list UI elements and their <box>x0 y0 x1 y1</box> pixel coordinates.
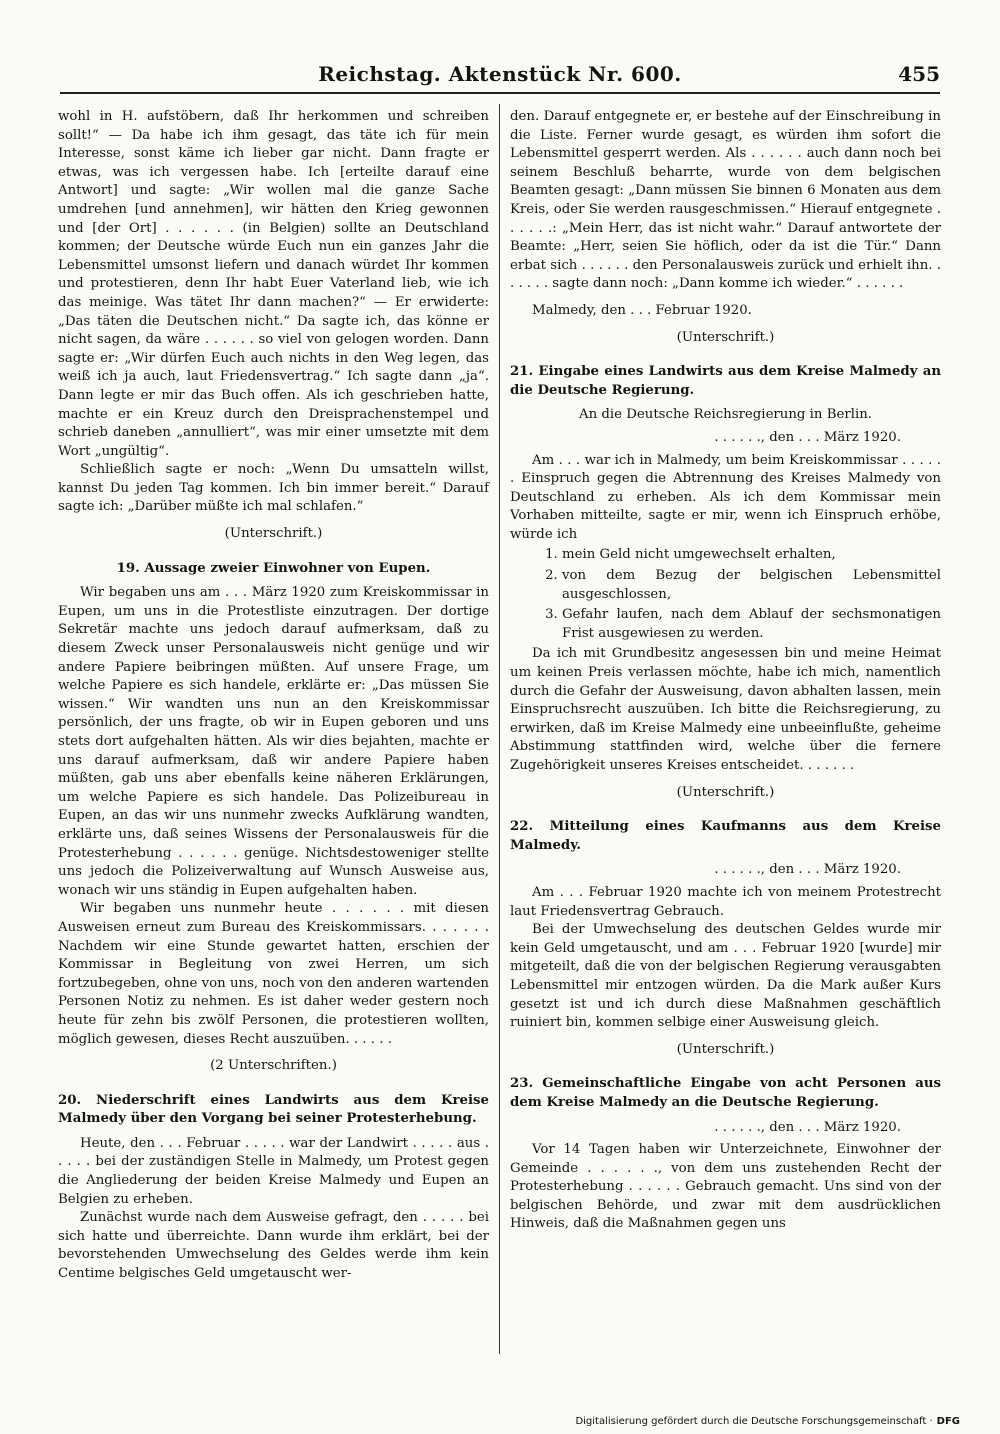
list-item: 3. Gefahr laufen, nach dem Ablauf der sechsmonatigen Frist ausgewiesen zu werden. <box>562 606 941 643</box>
paragraph: Wir begaben uns nunmehr heute . . . . . . mit diesen Ausweisen erneut zum Bureau des Kreiskommissars. . . . . . . Nachdem wir eine Stunde gewartet hatten, erschien der Kommissar in Begleitung von zwei Herren, um sich fortzubegeben, ohne von uns, noch von den anderen wartenden Personen Notiz zu nehmen. Es ist daher weder gestern noch heute für zehn bis zwölf Personen, die protestieren wollten, möglich gewesen, dieses Recht auszuüben. . . . . . <box>58 901 489 1047</box>
paragraph: wohl in H. aufstöbern, daß Ihr herkommen und schreiben sollt!“ — Da habe ich ihm gesagt, das täte ich für mein Interesse, sonst käme ich lieber gar nicht. Dann fragte er etwas, was ich vergessen habe. Ich [erteilte darauf eine Antwort] und sagte: „Wir wollen mal die ganze Sache umdrehen [und annehmen], wir hätten den Krieg gewonnen und [der Ort] . . . . . . (in Belgien) sollte an Deutschland kommen; der Deutsche würde Euch nun ein ganzes Jahr die Lebensmittel umsonst liefern und danach würdet Ihr kommen und protestieren, denn Ihr habt Euer Vaterland lieb, wie ich das meinige. Was tätet Ihr dann machen?“ — Er erwiderte: „Das täten die Deutschen nicht.“ Da sagte ich, das könne er nicht sagen, da wäre . . . . . . so viel von gelogen worden. Dann sagte er: „Wir dürfen Euch auch nichts in den Weg legen, das weiß ich ja auch, laut Friedensvertrag.“ Ich sagte dann „ja“. Dann legte er mir das Buch offen. Als ich geschrieben hatte, machte er ein Kreuz durch den Dreisprachenstempel und schrieb daneben „annulliert“, was mir einer umsetzte mit dem Wort „ungültig“. <box>58 109 489 459</box>
list-item: 2. von dem Bezug der belgischen Lebensmittel ausgeschlossen, <box>562 567 941 604</box>
signature-note: (Unterschrift.) <box>224 526 323 542</box>
paragraph: Heute, den . . . Februar . . . . . war der Landwirt . . . . . aus . . . . . bei der zuständigen Stelle in Malmedy, um Protest gegen die Angliederung der beiden Kreise Malmedy und Eupen an Belgien zu erheben. <box>58 1135 489 1207</box>
signature-note: (Unterschrift.) <box>676 329 775 345</box>
column-divider <box>499 104 500 1354</box>
paragraph: Wir begaben uns am . . . März 1920 zum Kreiskommissar in Eupen, um uns in die Protestliste einzutragen. Der dortige Sekretär machte uns jedoch darauf aufmerksam, daß zu diesem Zweck unser Personalausweis nicht genüge und wir andere Papiere beibringen müßten. Auf unsere Frage, um welche Papiere es sich handele, erklärte er: „Das müssen Sie wissen.“ Wir wandten uns nun an den Kreiskommissar persönlich, der uns fragte, ob wir in Eupen geboren und uns stets dort aufgehalten hätten. Als wir dies bejahten, machte er uns darauf aufmerksam, daß wir andere Papiere haben müßten, gab uns aber ebenfalls keine näheren Erklärungen, um welche Papiere es sich handele. Das Polizeibureau in Eupen, an das wir uns nunmehr zwecks Aufklärung wandten, erklärte uns, daß seines Wissens der Personalausweis für die Protesterhebung . . . . . . genüge. Nichtsdestoweniger stellte uns jedoch die Polizeiverwaltung auf Wunsch Ausweise aus, wonach wir uns ständig in Eupen aufgehalten haben. <box>58 585 489 898</box>
paragraph: Am . . . war ich in Malmedy, um beim Kreiskommissar . . . . . . Einspruch gegen die Abtrennung des Kreises Malmedy von Deutschland zu erheben. Als ich dem Kommissar mein Vorhaben mitteilte, sagte er mir, wenn ich Einspruch erhöbe, würde ich <box>510 452 941 542</box>
dfg-logo: DFG <box>936 1416 960 1427</box>
section-heading-23: 23. Gemeinschaftliche Eingabe von acht Personen aus dem Kreise Malmedy an die Deutsche Regierung. <box>510 1076 941 1110</box>
section-heading-22: 22. Mitteilung eines Kaufmanns aus dem Kreise Malmedy. <box>510 819 941 853</box>
signature-note: (Unterschrift.) <box>676 784 775 800</box>
footer-text: Digitalisierung gefördert durch die Deutsche Forschungsgemeinschaft · <box>575 1416 933 1427</box>
section-heading-20: 20. Niederschrift eines Landwirts aus dem Kreise Malmedy über den Vorgang bei seiner Protesterhebung. <box>58 1092 489 1127</box>
paragraph: Am . . . Februar 1920 machte ich von meinem Protestrecht laut Friedensvertrag Gebrauch. <box>510 884 941 919</box>
paragraph: Vor 14 Tagen haben wir Unterzeichnete, Einwohner der Gemeinde . . . . . ., von dem uns zustehenden Recht der Protesterhebung . . . . . . Gebrauch gemacht. Uns sind von der belgischen Behörde, und zwar mit dem ausdrücklichen Hinweis, daß die Maßnahmen gegen uns <box>510 1142 941 1232</box>
date-line: Malmedy, den . . . Februar 1920. <box>532 302 752 318</box>
page-header <box>60 62 940 88</box>
date-line: . . . . . ., den . . . März 1920. <box>714 862 901 878</box>
paragraph: Da ich mit Grundbesitz angesessen bin und meine Heimat um keinen Preis verlassen möchte, habe ich mich, namentlich durch die Gefahr der Ausweisung, davon abhalten lassen, mein Einspruchsrecht auszuüben. Ich bitte die Reichsregierung, zu erwirken, daß im Kreise Malmedy eine unbeeinflußte, geheime Abstimmung stattfinden wird, welche über die fernere Zugehörigkeit unseres Kreises entscheidet. . . . . . . <box>510 646 941 773</box>
left-column <box>58 108 489 1284</box>
consequence-list <box>510 546 941 643</box>
paragraph: Bei der Umwechselung des deutschen Geldes wurde mir kein Geld umgetauscht, und am . . . Februar 1920 [wurde] mir mitgeteilt, daß die von der belgischen Regierung verausgabten Lebensmittel mir entzogen würden. Da die Mark außer Kurs gesetzt ist und ich durch diese Maßnahmen geschäftlich ruiniert bin, kommen selbige einer Ausweisung gleich. <box>510 922 941 1031</box>
paragraph: Schließlich sagte er noch: „Wenn Du umsatteln willst, kannst Du jeden Tag kommen. Ich bin immer bereit.“ Darauf sagte ich: „Darüber müßte ich mal schlafen.“ <box>58 462 489 515</box>
paragraph: Zunächst wurde nach dem Ausweise gefragt, den . . . . . bei sich hatte und überreichte. Dann wurde ihm erklärt, bei der bevorstehenden Umwechselung des Geldes werde ihm kein Centime belgisches Geld umgetauscht wer- <box>58 1210 489 1282</box>
section-heading-19: 19. Aussage zweier Einwohner von Eupen. <box>116 560 431 576</box>
section-heading-21: 21. Eingabe eines Landwirts aus dem Kreise Malmedy an die Deutsche Regierung. <box>510 364 941 398</box>
signature-note: (2 Unterschriften.) <box>210 1058 337 1074</box>
paragraph: den. Darauf entgegnete er, er bestehe auf der Einschreibung in die Liste. Ferner wurde gesagt, es würden ihm sofort die Lebensmittel gesperrt werden. Als . . . . . . auch dann noch bei seinem Beschluß beharrte, wurde von dem belgischen Beamten gesagt: „Dann müssen Sie binnen 6 Monaten aus dem Kreis, oder Sie werden rausgeschmissen.“ Hierauf entgegnete . . . . . .: „Mein Herr, das ist nicht wahr.“ Darauf antwortete der Beamte: „Herr, seien Sie höflich, oder da ist die Tür.“ Dann erbat sich . . . . . . den Personalausweis zurück und erhielt ihn. . . . . . . sagte dann noch: „Dann komme ich wieder.“ . . . . . . <box>510 109 941 292</box>
date-line: . . . . . ., den . . . März 1920. <box>714 1119 901 1135</box>
header-rule <box>60 92 940 94</box>
date-line: . . . . . ., den . . . März 1920. <box>714 429 901 445</box>
address-line: An die Deutsche Reichsregierung in Berlin. <box>578 407 872 423</box>
signature-note: (Unterschrift.) <box>676 1041 775 1057</box>
digitization-footer <box>575 1416 960 1427</box>
list-item: 1. mein Geld nicht umgewechselt erhalten, <box>562 546 941 565</box>
page-number: 455 <box>898 62 940 86</box>
right-column <box>510 108 941 1234</box>
page-title: Reichstag. Aktenstück Nr. 600. <box>318 62 682 86</box>
